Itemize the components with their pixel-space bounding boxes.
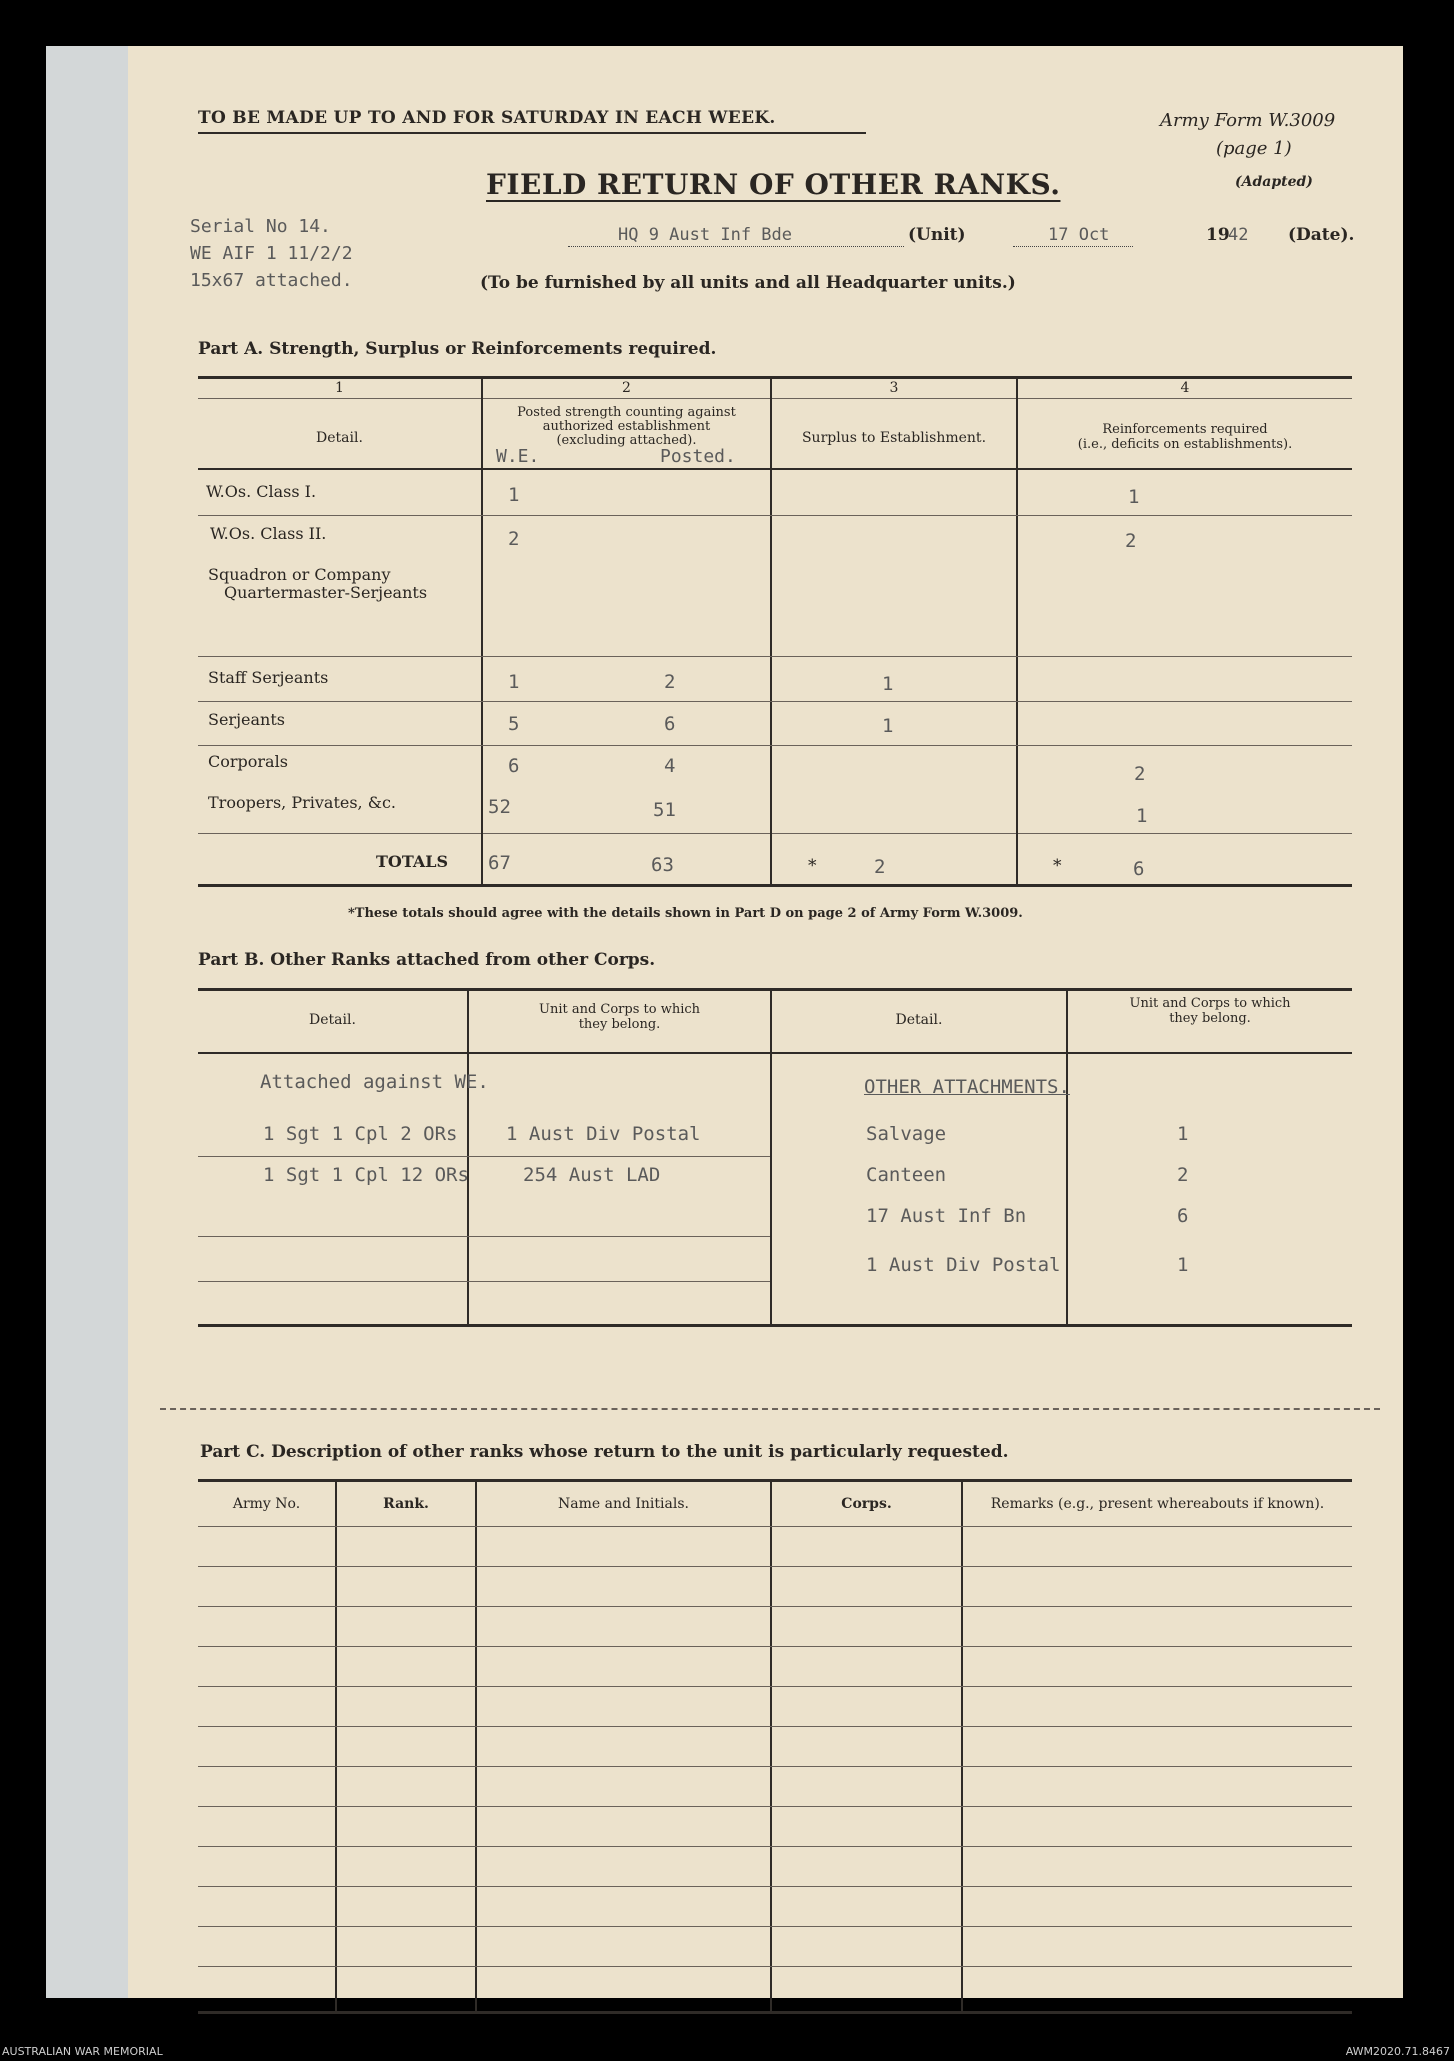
page-number: (page 1) [1216, 138, 1292, 159]
row-we-staff-serjeants: 1 [508, 671, 520, 693]
part-c-heading: Part C. Description of other ranks whose return to the unit is particularly requested. [200, 1442, 1009, 1462]
totals-footnote: *These totals should agree with the details shown in Part D on page 2 of Army Form W.3009. [348, 906, 1023, 921]
date-dotted-line [1013, 246, 1133, 247]
instruction-line: TO BE MADE UP TO AND FOR SATURDAY IN EACH WEEK. [198, 108, 776, 128]
accession-number: AWM2020.71.8467 [1345, 2045, 1450, 2058]
serial-number: Serial No 14. [190, 216, 331, 237]
row-posted-serjeants: 6 [664, 713, 676, 735]
row-label-serjeants: Serjeants [208, 710, 285, 729]
row-posted-staff-serjeants: 2 [664, 671, 676, 693]
row-divider [198, 656, 1352, 657]
row-reinf-troopers: 1 [1136, 805, 1148, 827]
rank-header: Rank. [383, 1496, 429, 1512]
part-b-detail-header: Detail. [309, 1012, 356, 1028]
row-surplus-serjeants: 1 [882, 715, 894, 737]
form-number: Army Form W.3009 [1160, 110, 1336, 131]
col-number-4: 4 [1180, 380, 1190, 396]
row-we-serjeants: 5 [508, 713, 520, 735]
row-we-troopers: 52 [488, 796, 511, 818]
unit-label: (Unit) [908, 225, 966, 245]
other-attachment-detail: Salvage [866, 1123, 947, 1145]
attached-against-we: Attached against WE. [260, 1071, 489, 1093]
posted-subheader: Posted. [660, 446, 736, 467]
corps-header: Corps. [841, 1496, 892, 1512]
row-label-corporals: Corporals [208, 752, 288, 771]
col-number-2: 2 [622, 380, 631, 396]
row-divider [198, 515, 1352, 516]
row-label-wo-class-1: W.Os. Class I. [206, 482, 317, 501]
instruction-underline [198, 132, 866, 134]
attachment-detail: 1 Sgt 1 Cpl 12 ORs [263, 1164, 469, 1186]
part-b-unit-corps-header-2: Unit and Corps to which they belong. [1129, 996, 1291, 1026]
other-attachment-detail: 17 Aust Inf Bn [866, 1205, 1027, 1227]
part-b-heading: Part B. Other Ranks attached from other Corps. [198, 950, 656, 970]
adapted-note: (Adapted) [1235, 174, 1313, 190]
totals-posted: 63 [651, 854, 674, 876]
row-label-staff-serjeants: Staff Serjeants [208, 668, 329, 687]
form-title: FIELD RETURN OF OTHER RANKS. [486, 168, 1061, 201]
furnish-note: (To be furnished by all units and all Headquarter units.) [480, 273, 1016, 293]
row-label-wo-class-2: W.Os. Class II. [210, 524, 327, 543]
part-b-unit-corps-header: Unit and Corps to which they belong. [538, 1002, 701, 1032]
surplus-header: Surplus to Establishment. [801, 430, 987, 446]
date-label: (Date). [1288, 225, 1355, 245]
year-prefix: 19 [1206, 225, 1230, 245]
attachment-detail: 1 Sgt 1 Cpl 2 ORs [263, 1123, 458, 1145]
posted-strength-header: Posted strength counting against authorized establishment (excluding attached). [517, 405, 736, 448]
part-a-heading: Part A. Strength, Surplus or Reinforcements required. [198, 339, 717, 359]
year-value: 42 [1228, 225, 1249, 245]
form-page [128, 46, 1403, 1998]
attachment-unit: 254 Aust LAD [523, 1164, 661, 1186]
row-posted-troopers: 51 [653, 799, 676, 821]
totals-we: 67 [488, 852, 511, 874]
attachment-unit: 1 Aust Div Postal [506, 1123, 701, 1145]
row-label-cqms: Squadron or Company Quartermaster-Serjeants [208, 565, 428, 602]
unit-dotted-line [568, 246, 904, 247]
unit-value: HQ 9 Aust Inf Bde [618, 225, 792, 245]
archive-credit: AUSTRALIAN WAR MEMORIAL [2, 2045, 163, 2058]
other-attachment-detail: Canteen [866, 1164, 947, 1186]
army-no-header: Army No. [232, 1496, 301, 1512]
name-initials-header: Name and Initials. [558, 1496, 689, 1512]
other-attachment-count: 2 [1177, 1164, 1189, 1186]
row-label-troopers: Troopers, Privates, &c. [208, 793, 397, 812]
other-attachment-count: 1 [1177, 1254, 1189, 1276]
other-attachment-count: 6 [1177, 1205, 1189, 1227]
totals-surplus-star: * [808, 856, 817, 876]
totals-reinf-star: * [1053, 856, 1062, 876]
row-posted-corporals: 4 [664, 755, 676, 777]
row-we-wo-class-2: 2 [508, 528, 520, 550]
totals-label: TOTALS [376, 852, 449, 871]
remarks-header: Remarks (e.g., present whereabouts if known). [990, 1496, 1325, 1512]
part-b-detail-header-2: Detail. [895, 1012, 943, 1028]
totals-reinf: 6 [1133, 858, 1145, 880]
row-divider [198, 701, 1352, 702]
other-attachment-count: 1 [1177, 1123, 1189, 1145]
row-reinf-wo-class-1: 1 [1128, 486, 1140, 508]
col-number-3: 3 [889, 380, 899, 396]
row-surplus-staff-serjeants: 1 [882, 673, 894, 695]
row-reinf-wo-class-2: 2 [1125, 530, 1137, 552]
establishment-ref: WE AIF 1 11/2/2 [190, 243, 353, 264]
row-reinf-corporals: 2 [1134, 763, 1146, 785]
row-we-wo-class-1: 1 [508, 484, 520, 506]
reinforcements-header: Reinforcements required (i.e., deficits on establishments). [1077, 422, 1293, 452]
row-we-corporals: 6 [508, 755, 520, 777]
col-number-1: 1 [335, 380, 344, 396]
other-attachments-heading: OTHER ATTACHMENTS. [864, 1076, 1070, 1098]
we-subheader: W.E. [496, 446, 540, 467]
row-divider [198, 745, 1352, 746]
date-value: 17 Oct [1048, 225, 1110, 245]
detail-header: Detail. [316, 430, 363, 446]
totals-surplus: 2 [874, 856, 886, 878]
attached-count: 15x67 attached. [190, 270, 353, 291]
perforation-line [160, 1408, 1380, 1410]
other-attachment-detail: 1 Aust Div Postal [866, 1254, 1061, 1276]
